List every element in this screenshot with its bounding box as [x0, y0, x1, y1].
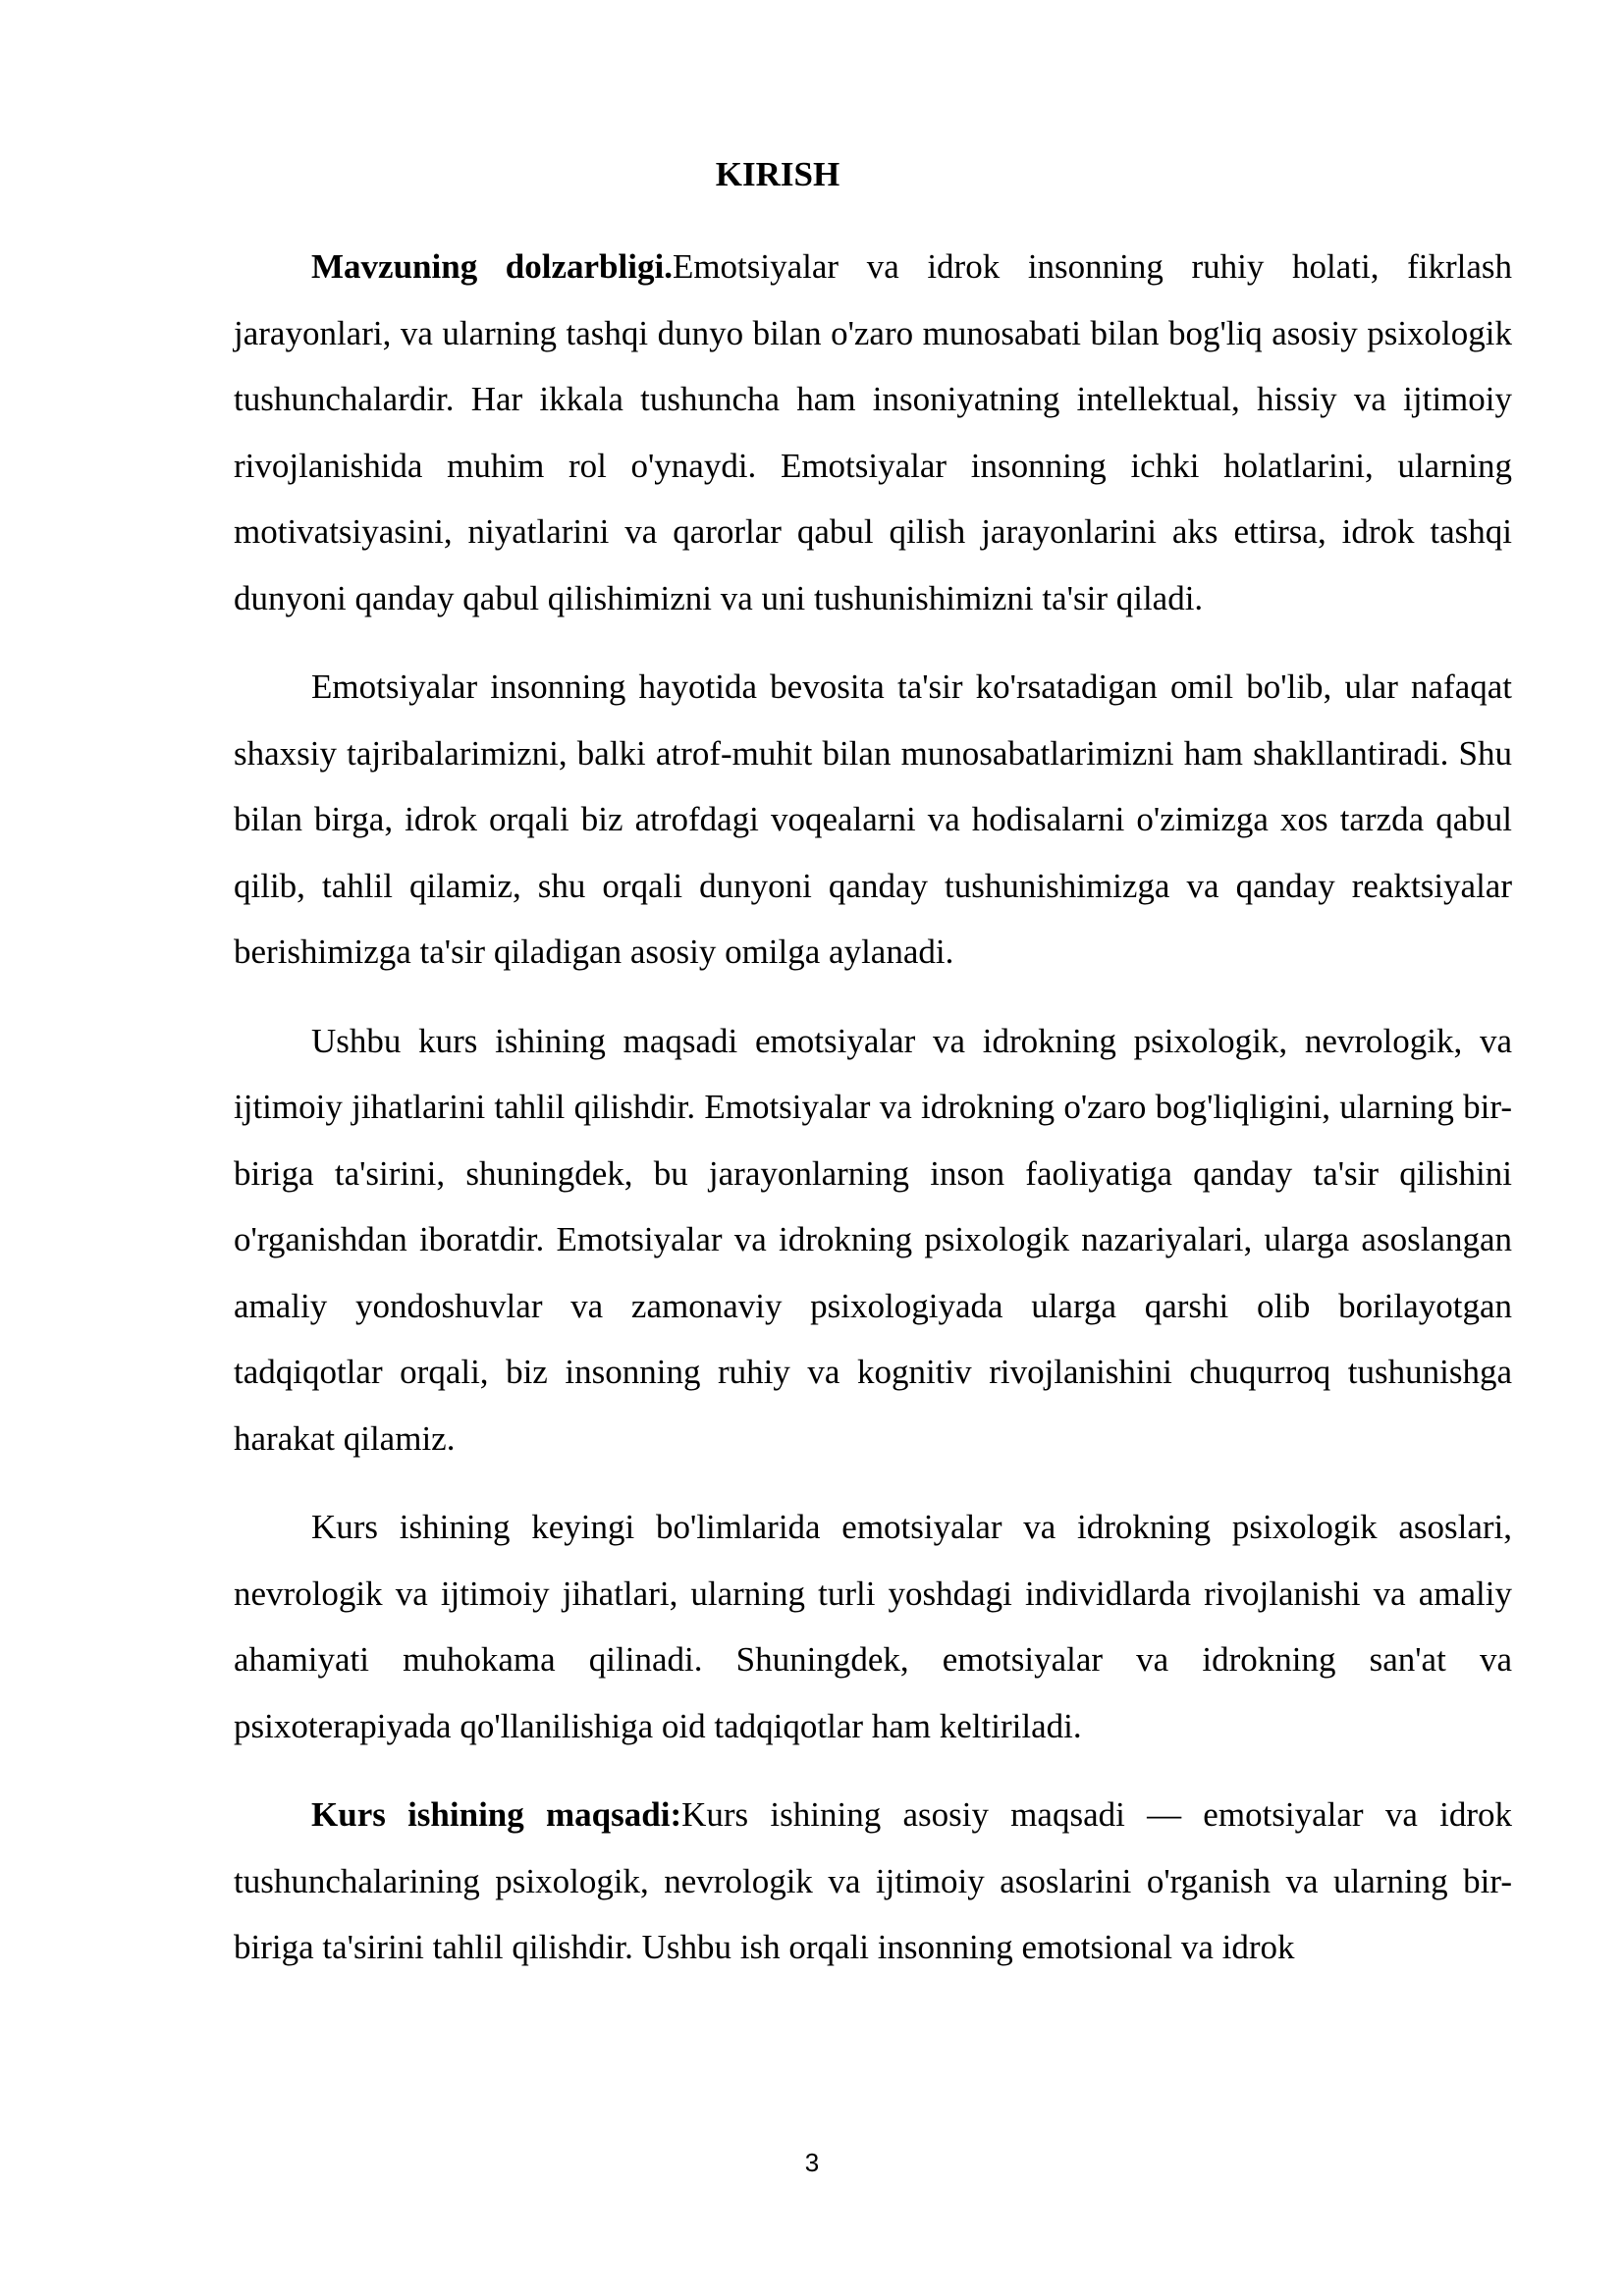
paragraph-text: Kurs ishining asosiy maqsadi — emotsiyalar va idrok tushunchalarining psixologik, nevrologik va ijtimoiy asoslarini o'rganish va ularning bir-biriga ta'sirini tahlil qilishdir. Ushbu ish orqali insonning emotsional va idrok	[234, 1795, 1512, 1966]
paragraph-text: Emotsiyalar va idrok insonning ruhiy holati, fikrlash jarayonlari, va ularning tashqi dunyo bilan o'zaro munosabati bilan bog'liq asosiy psixologik tushunchalardir. Har ikkala tushuncha ham insoniyatning intellektual, hissiy va ijtimoiy rivojlanishida muhim rol o'ynaydi. Emotsiyalar insonning ichki holatlarini, ularning motivatsiyasini, niyatlarini va qarorlar qabul qilish jarayonlarini aks ettirsa, idrok tashqi dunyoni qanday qabul qilishimizni va uni tushunishimizni ta'sir qiladi.	[234, 247, 1512, 617]
page-number: 3	[804, 2148, 820, 2177]
paragraph-text: Ushbu kurs ishining maqsadi emotsiyalar va idrokning psixologik, nevrologik, va ijtimoiy jihatlarini tahlil qilishdir. Emotsiyalar va idrokning o'zaro bog'liqligini, ularning bir-biriga ta'sirini, shuningdek, bu jarayonlarning inson faoliyatiga qanday ta'sir qilishini o'rganishdan iboratdir. Emotsiyalar va idrokning psixologik nazariyalari, ularga asoslangan amaliy yondoshuvlar va zamonaviy psixologiyada ularga qarshi olib borilayotgan tadqiqotlar orqali, biz insonning ruhiy va kognitiv rivojlanishini chuqurroq tushunishga harakat qilamiz.	[234, 1021, 1512, 1458]
paragraph-goal	[234, 1782, 1512, 1981]
paragraph-purpose-intro	[234, 1008, 1512, 1472]
paragraph-text: Kurs ishining keyingi bo'limlarida emotsiyalar va idrokning psixologik asoslari, nevrologik va ijtimoiy jihatlari, ularning turli yoshdagi individlarda rivojlanishi va amaliy ahamiyati muhokama qilinadi. Shuningdek, emotsiyalar va idrokning san'at va psixoterapiyada qo'llanilishiga oid tadqiqotlar ham keltiriladi.	[234, 1508, 1512, 1745]
document-body	[234, 234, 1512, 2003]
paragraph-relevance	[234, 234, 1512, 631]
paragraph-emotions	[234, 654, 1512, 986]
paragraph-text: Emotsiyalar insonning hayotida bevosita ta'sir ko'rsatadigan omil bo'lib, ular nafaqat shaxsiy tajribalarimizni, balki atrof-muhit bilan munosabatlarimizni ham shakllantiradi. Shu bilan birga, idrok orqali biz atrofdagi voqealarni va hodisalarni o'zimizga xos tarzda qabul qilib, tahlil qilamiz, shu orqali dunyoni qanday tushunishimizga va qanday reaktsiyalar berishimizga ta'sir qiladigan asosiy omilga aylanadi.	[234, 667, 1512, 971]
paragraph-lead: Kurs ishining maqsadi:	[311, 1795, 682, 1834]
paragraph-lead: Mavzuning dolzarbligi.	[311, 247, 673, 286]
paragraph-sections	[234, 1494, 1512, 1759]
page-title: KIRISH	[715, 155, 840, 193]
